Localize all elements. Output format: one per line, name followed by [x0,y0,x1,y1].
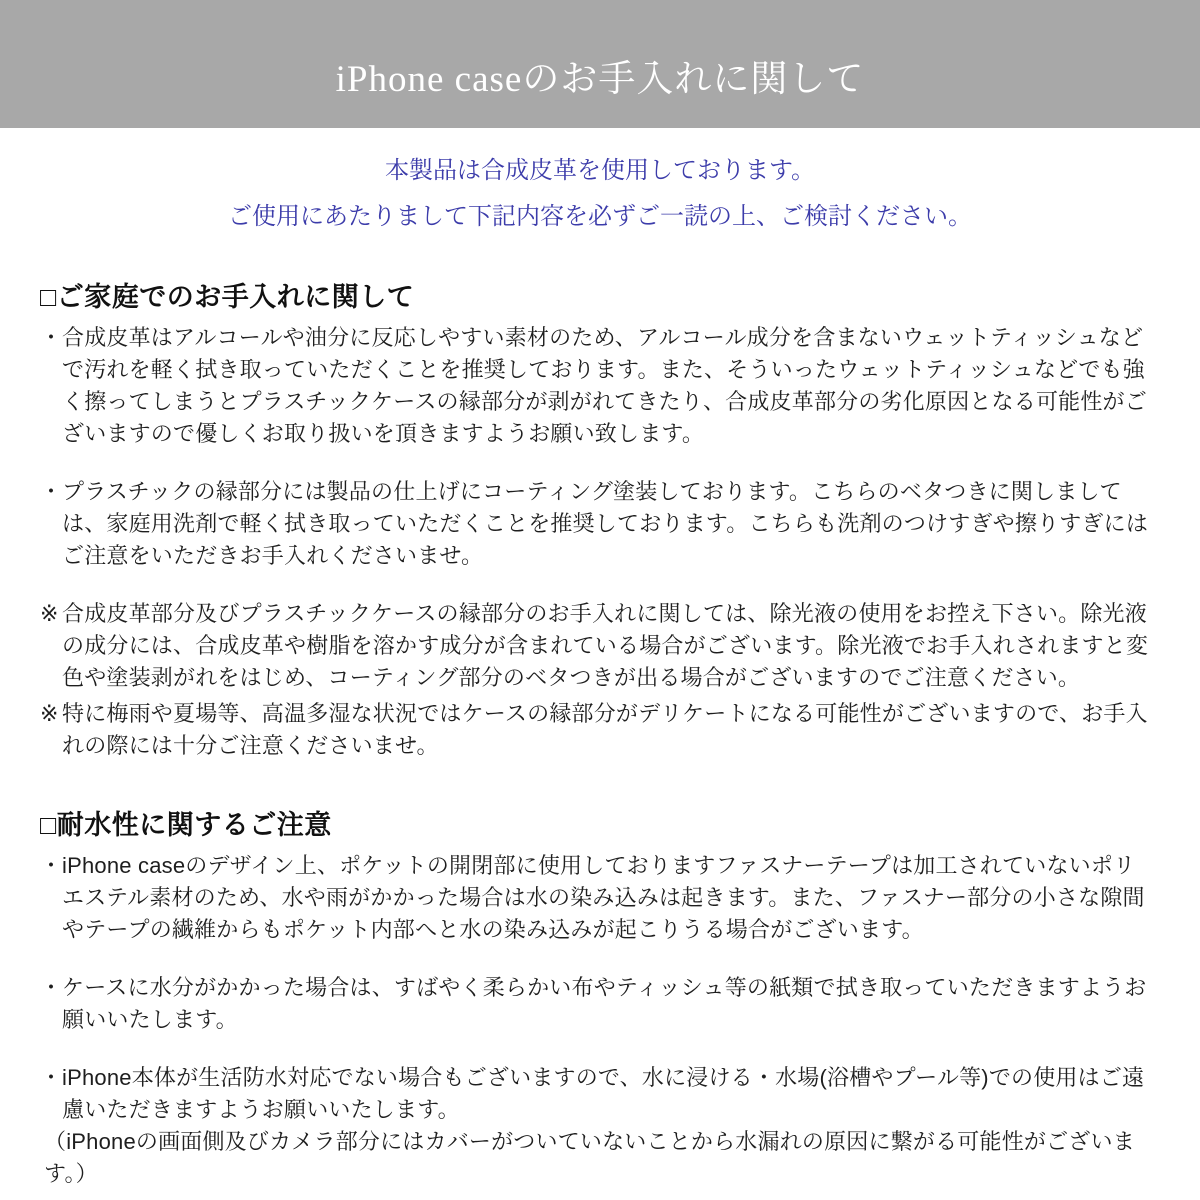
section-water-resistance [40,808,1156,1190]
home-care-item-coating-text: プラスチックの縁部分には製品の仕上げにコーティング塗装しております。こちらのベタつきに関しましては、家庭用洗剤で軽く拭き取っていただくことを推奨しております。こちらも洗剤のつけすぎや擦りすぎにはご注意をいただきお手入れくださいませ。 [62,479,1149,568]
water-item-fastener [40,850,1156,946]
water-item-wipe [40,972,1156,1036]
home-care-note-remover [40,598,1156,694]
home-care-note-humidity-text: 特に梅雨や夏場等、高温多湿な状況ではケースの縁部分がデリケートになる可能性がございますので、お手入れの際には十分ご注意くださいませ。 [62,701,1148,758]
note-marker: ※ [40,601,59,626]
document-body [40,280,1156,1190]
water-item-wipe-text: ケースに水分がかかった場合は、すばやく柔らかい布やティッシュ等の紙類で拭き取っていただきますようお願いいたします。 [62,975,1147,1032]
bullet-marker: ・ [40,975,63,1000]
water-item-fastener-text: iPhone caseのデザイン上、ポケットの開閉部に使用しておりますファスナーテープは加工されていないポリエステル素材のため、水や雨がかかった場合は水の染み込みは起きます。また、ファスナー部分の小さな隙間やテープの繊維からもポケット内部へと水の染み込みが起こりうる場合がございます。 [62,853,1145,942]
note-marker: ※ [40,701,59,726]
intro-notice [0,148,1200,240]
section-home-care [40,280,1156,762]
home-care-note-humidity [40,698,1156,762]
intro-line-material: 本製品は合成皮革を使用しております。 [384,157,816,184]
water-item-no-soak-note: （iPhoneの画面側及びカメラ部分にはカバーがついていないことから水漏れの原因に繋がる可能性がございます。） [44,1129,1135,1186]
bullet-marker: ・ [40,1065,63,1090]
intro-line-read-first: ご使用にあたりまして下記内容を必ずご一読の上、ご検討ください。 [228,203,972,230]
water-item-no-soak-text: iPhone本体が生活防水対応でない場合もございますので、水に浸ける・水場(浴槽やプール等)での使用はご遠慮いただきますようお願いいたします。 [62,1065,1145,1122]
bullet-marker: ・ [40,325,63,350]
section-heading-water-resistance: □耐水性に関するご注意 [40,810,332,840]
header-band [0,0,1200,128]
section-heading-home-care: □ご家庭でのお手入れに関して [40,282,415,312]
bullet-marker: ・ [40,853,63,878]
home-care-item-coating [40,476,1156,572]
home-care-item-wet-tissue-text: 合成皮革はアルコールや油分に反応しやすい素材のため、アルコール成分を含まないウェットティッシュなどで汚れを軽く拭き取っていただくことを推奨しております。また、そういったウェットティッシュなどでも強く擦ってしまうとプラスチックケースの縁部分が剥がれてきたり、合成皮革部分の劣化原因となる可能性がございますので優しくお取り扱いを頂きますようお願い致します。 [62,325,1147,446]
water-item-no-soak [40,1062,1156,1126]
home-care-item-wet-tissue [40,322,1156,450]
home-care-note-remover-text: 合成皮革部分及びプラスチックケースの縁部分のお手入れに関しては、除光液の使用をお控え下さい。除光液の成分には、合成皮革や樹脂を溶かす成分が含まれている場合がございます。除光液でお手入れされますと変色や塗装剥がれをはじめ、コーティング部分のベタつきが出る場合がございますのでご注意ください。 [62,601,1149,690]
page-title: iPhone caseのお手入れに関して [335,59,865,100]
bullet-marker: ・ [40,479,63,504]
